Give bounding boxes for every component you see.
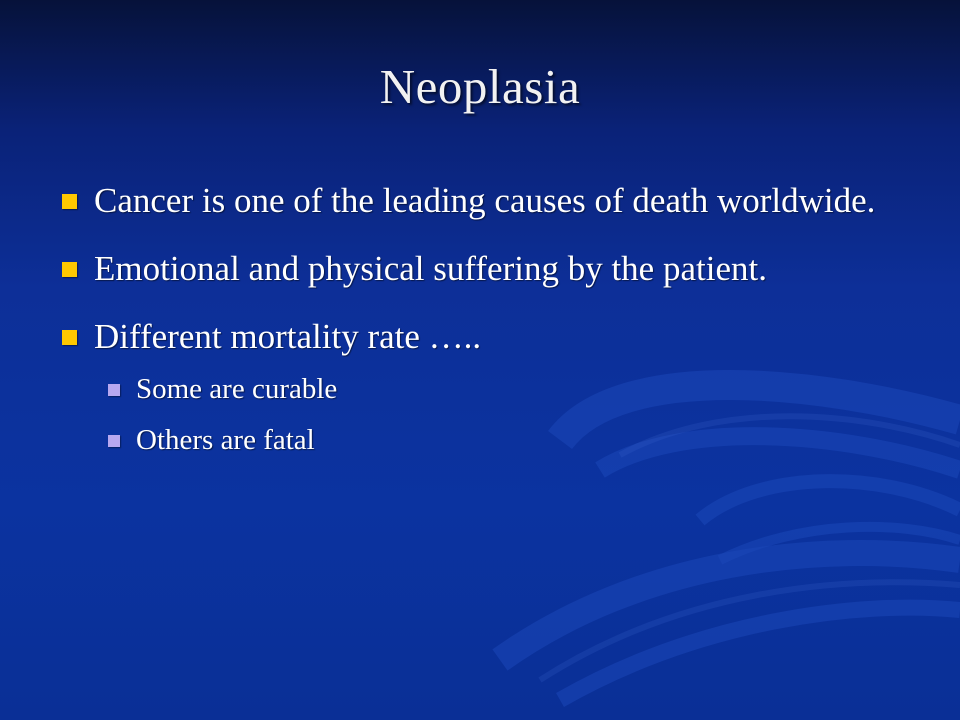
bullet-text: Emotional and physical suffering by the patient. [94, 249, 767, 288]
bullet-text: Different mortality rate ….. [94, 317, 482, 356]
bullet-list [60, 180, 920, 474]
square-sub-bullet-icon [108, 384, 120, 396]
bullet-item [60, 248, 920, 290]
square-bullet-icon [62, 330, 77, 345]
square-bullet-icon [62, 262, 77, 277]
bullet-item [60, 316, 920, 358]
bullet-item [60, 180, 920, 222]
sub-bullet-item [106, 423, 920, 457]
slide-title: Neoplasia [379, 59, 581, 114]
square-sub-bullet-icon [108, 435, 120, 447]
sub-bullet-item [106, 372, 920, 406]
sub-bullet-text: Others are fatal [136, 424, 315, 456]
square-bullet-icon [62, 194, 77, 209]
bullet-text: Cancer is one of the leading causes of death worldwide. [94, 181, 876, 220]
sub-bullet-text: Some are curable [136, 373, 338, 405]
